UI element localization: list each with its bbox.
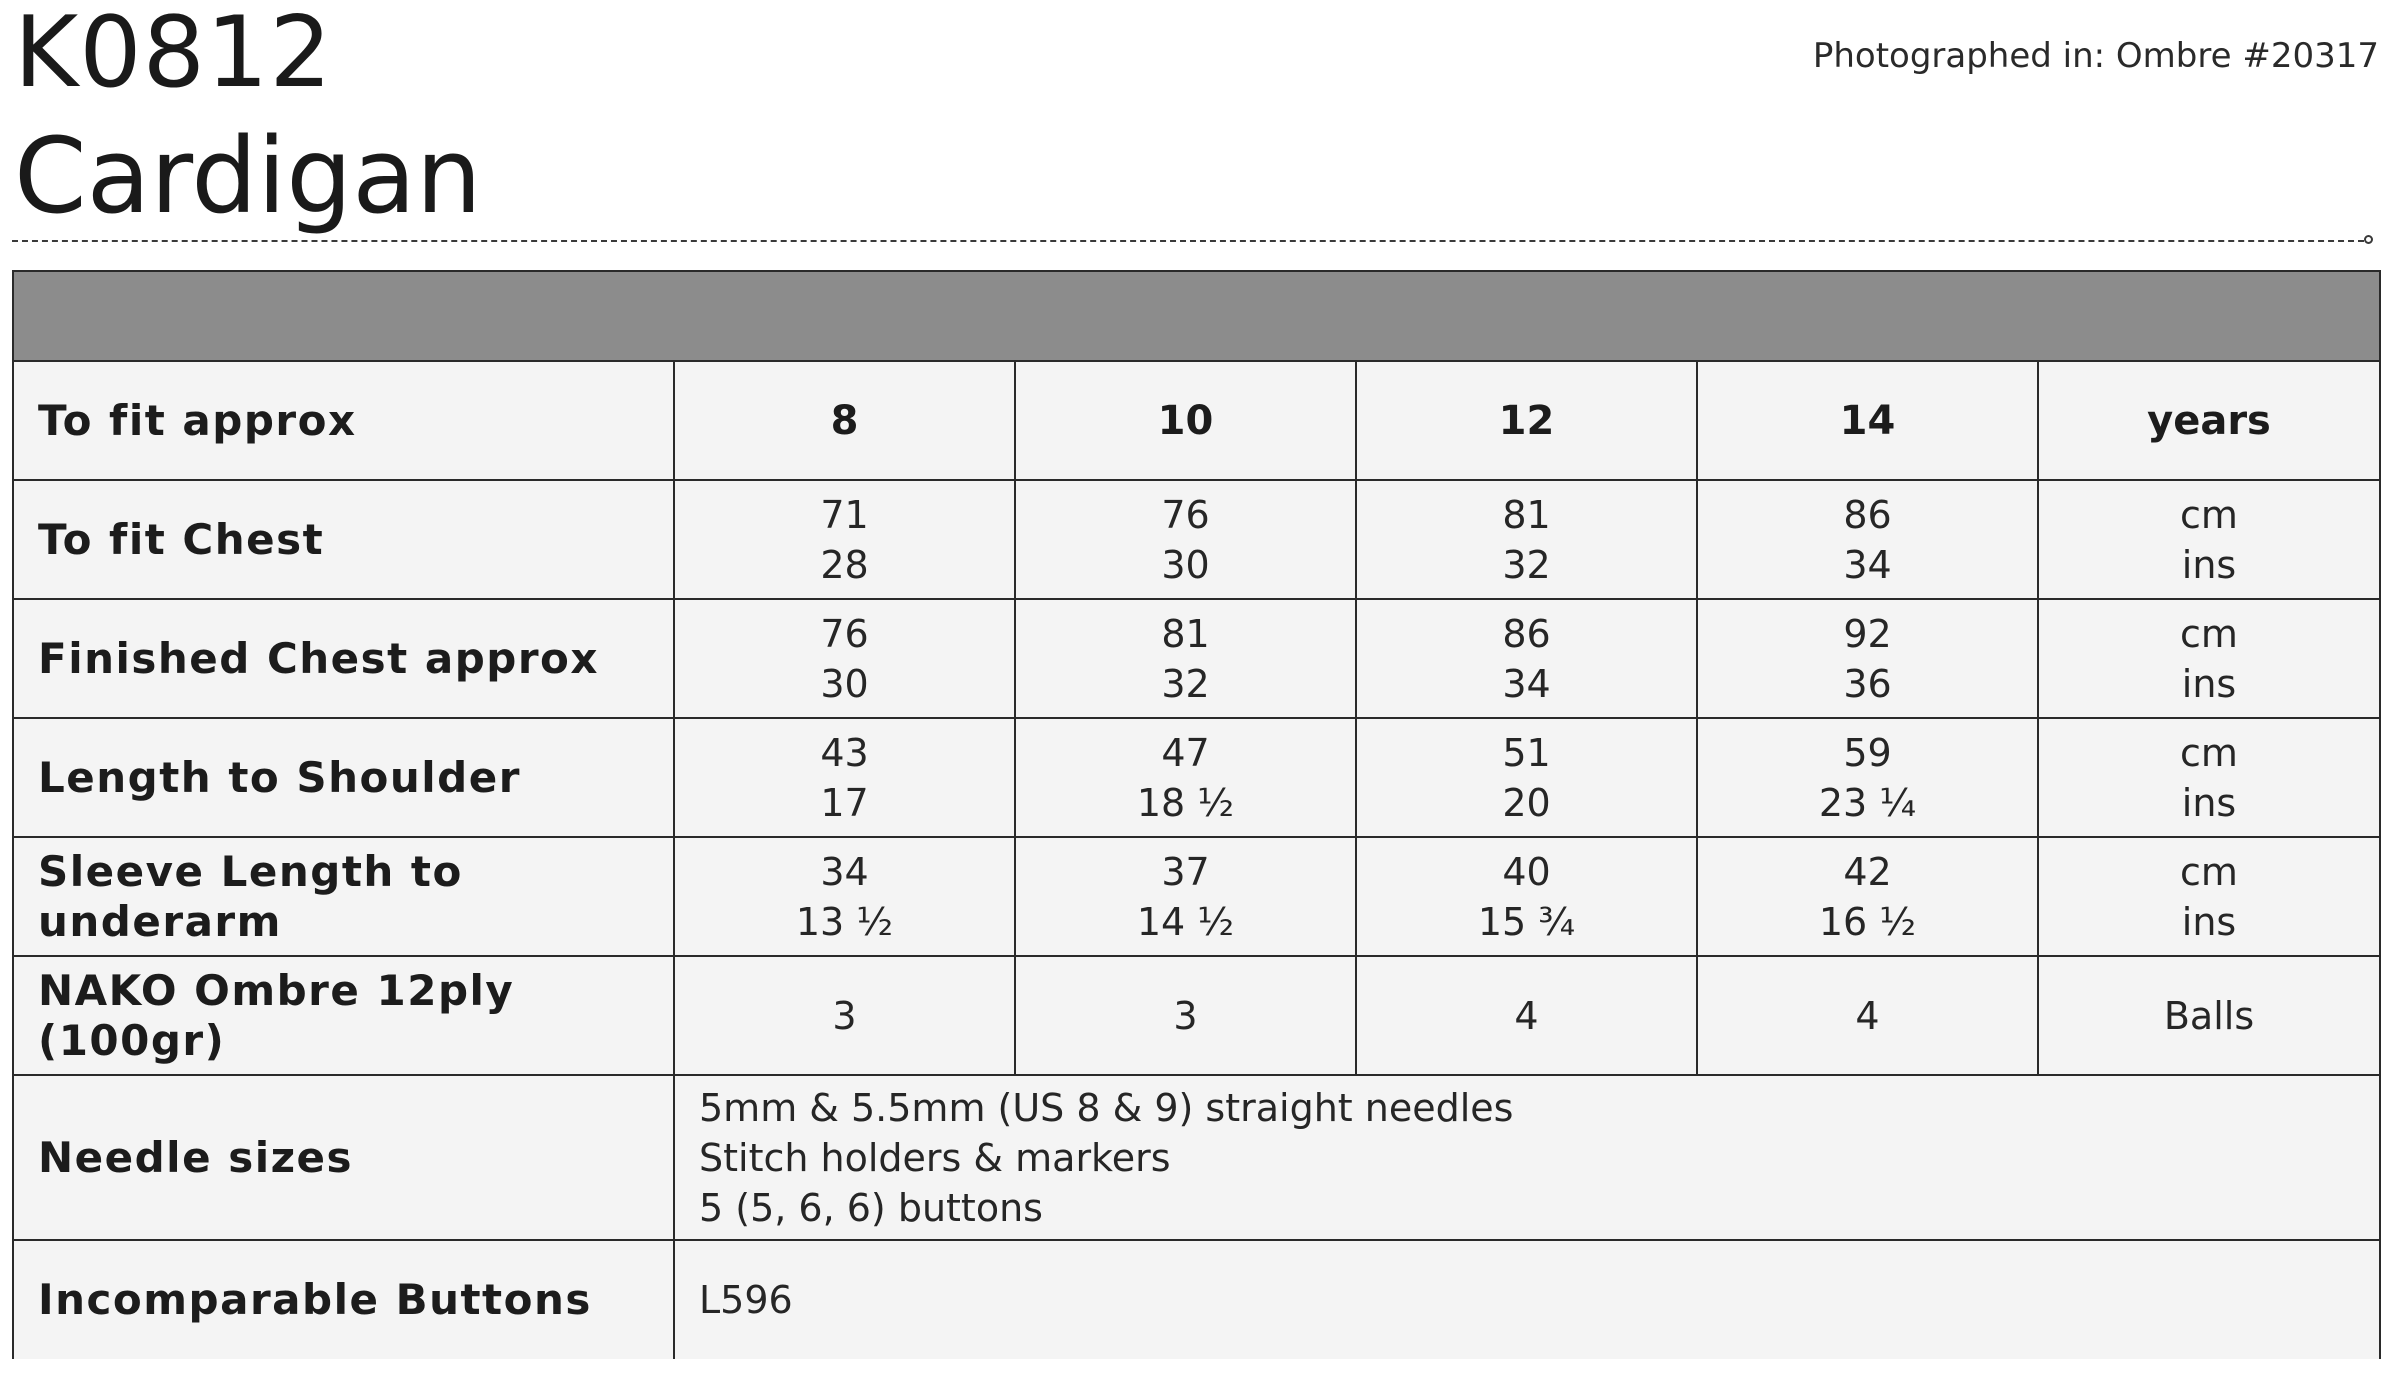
- pattern-code: K0812: [14, 0, 333, 110]
- needles-details: 5mm & 5.5mm (US 8 & 9) straight needles Stitch holders & markers 5 (5, 6, 6) buttons: [674, 1075, 2379, 1240]
- row-label-fit-chest: To fit Chest: [14, 480, 674, 599]
- unit-cell: cm ins: [2038, 480, 2379, 599]
- size-header: 12: [1356, 362, 1697, 480]
- yarn-balls-cell: 4: [1356, 956, 1697, 1075]
- unit-cell: cm ins: [2038, 718, 2379, 837]
- divider-end-circle: [2364, 235, 2373, 244]
- photographed-in-note: Photographed in: Ombre #20317: [1812, 36, 2379, 76]
- measurement-cell: 76 30: [674, 599, 1015, 718]
- row-label-yarn: NAKO Ombre 12ply (100gr): [14, 956, 674, 1075]
- row-label-length-shoulder: Length to Shoulder: [14, 718, 674, 837]
- buttons-code: L596: [674, 1240, 2379, 1359]
- row-finished-chest: [14, 599, 2379, 718]
- dashed-divider: [12, 240, 2364, 242]
- row-label-needles: Needle sizes: [14, 1075, 674, 1240]
- unit-cell: cm ins: [2038, 837, 2379, 956]
- measurement-cell: 51 20: [1356, 718, 1697, 837]
- row-label-fit-approx: To fit approx: [14, 362, 674, 480]
- yarn-balls-cell: 4: [1697, 956, 2038, 1075]
- measurement-cell: 76 30: [1015, 480, 1356, 599]
- row-needles: [14, 1075, 2379, 1240]
- pattern-name: Cardigan: [14, 115, 482, 237]
- row-yarn: [14, 956, 2379, 1075]
- size-header: 8: [674, 362, 1015, 480]
- row-sizes: [14, 362, 2379, 480]
- row-length-shoulder: [14, 718, 2379, 837]
- table-header-band: [14, 272, 2379, 362]
- measurement-cell: 86 34: [1697, 480, 2038, 599]
- yarn-balls-cell: 3: [674, 956, 1015, 1075]
- row-label-buttons: Incomparable Buttons: [14, 1240, 674, 1359]
- measurement-cell: 59 23 ¼: [1697, 718, 2038, 837]
- measurement-cell: 42 16 ½: [1697, 837, 2038, 956]
- measurement-cell: 34 13 ½: [674, 837, 1015, 956]
- measurement-cell: 71 28: [674, 480, 1015, 599]
- row-sleeve-length: [14, 837, 2379, 956]
- spec-table-frame: [12, 270, 2381, 1359]
- row-label-finished-chest: Finished Chest approx: [14, 599, 674, 718]
- measurement-cell: 81 32: [1015, 599, 1356, 718]
- row-label-sleeve-length: Sleeve Length to underarm: [14, 837, 674, 956]
- size-unit-header: years: [2038, 362, 2379, 480]
- measurement-cell: 47 18 ½: [1015, 718, 1356, 837]
- unit-cell: cm ins: [2038, 599, 2379, 718]
- spec-table: [14, 362, 2379, 1359]
- measurement-cell: 40 15 ¾: [1356, 837, 1697, 956]
- yarn-unit-cell: Balls: [2038, 956, 2379, 1075]
- row-buttons: [14, 1240, 2379, 1359]
- measurement-cell: 92 36: [1697, 599, 2038, 718]
- measurement-cell: 86 34: [1356, 599, 1697, 718]
- measurement-cell: 43 17: [674, 718, 1015, 837]
- measurement-cell: 81 32: [1356, 480, 1697, 599]
- size-header: 14: [1697, 362, 2038, 480]
- yarn-balls-cell: 3: [1015, 956, 1356, 1075]
- size-header: 10: [1015, 362, 1356, 480]
- measurement-cell: 37 14 ½: [1015, 837, 1356, 956]
- row-fit-chest: [14, 480, 2379, 599]
